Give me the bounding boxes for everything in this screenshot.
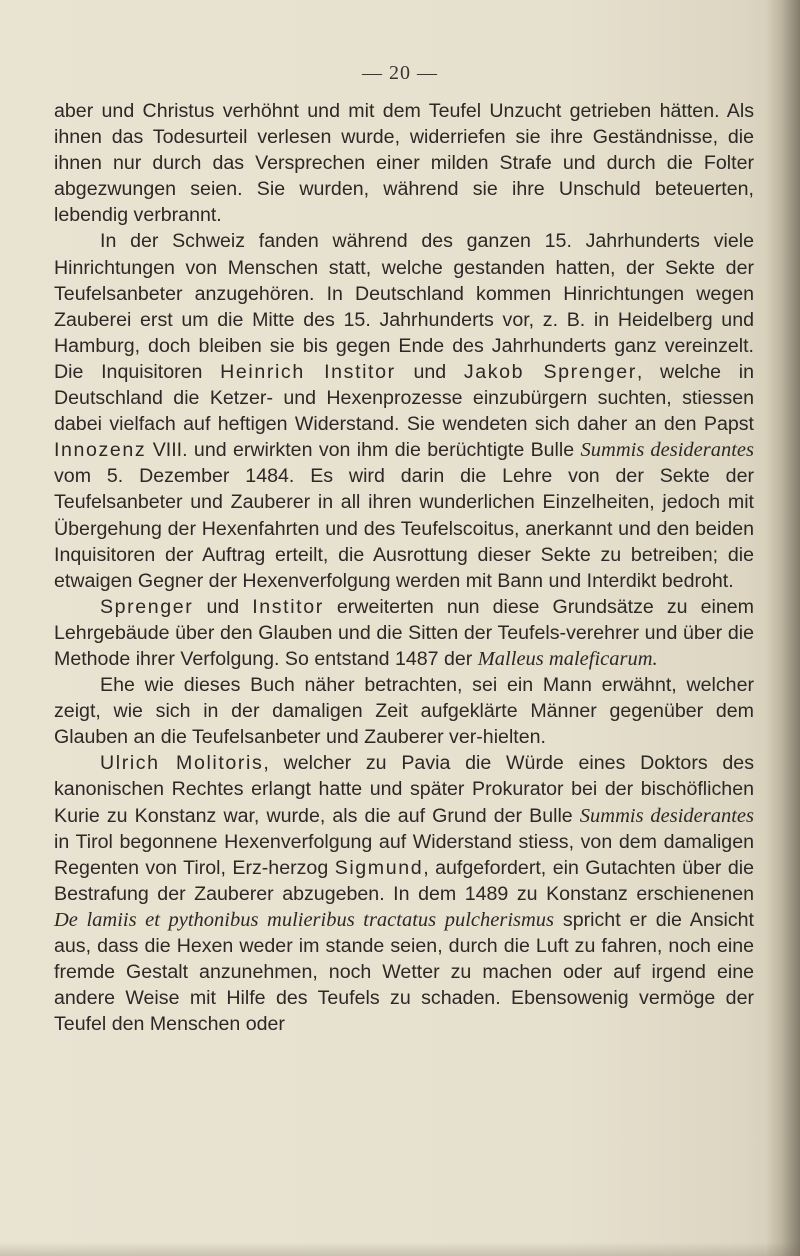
spaced-name: Heinrich Institor: [220, 360, 396, 383]
text-run: und: [193, 595, 253, 618]
spaced-name: Sigmund: [334, 856, 424, 879]
spaced-name: Jakob Sprenger: [463, 360, 637, 383]
body-text: [54, 98, 754, 1037]
text-run: in Tirol begonnene Hexenverfolgung auf Widerstand stiess, von dem damaligen Regenten von Tirol, Erz-herzog: [54, 830, 754, 879]
text-run: und: [395, 360, 464, 383]
italic-title: Summis desiderantes: [580, 439, 755, 462]
text-run: , aufgefordert, ein Gutachten über die Bestrafung der Zauberer abzugeben. In dem 1489 zu Konstanz erschienenen: [54, 856, 754, 905]
italic-title: Summis desiderantes: [579, 804, 754, 827]
text-run: VIII. und erwirkten von ihm die berüchtigte Bulle: [146, 439, 581, 462]
paragraph-4: [54, 672, 754, 750]
paragraph-2: [54, 228, 754, 593]
paragraph-3: [54, 594, 754, 672]
text-run: vom 5. Dezember 1484. Es wird darin die Lehre von der Sekte der Teufelsanbeter und Zauberer in all ihren wunderlichen Einzelheiten, jedoch mit Übergehung der Hexenfahrten und des Teufelscoitus, anerkannt und den beiden Inquisitoren der Auftrag erteilt, die Ausrottung dieser Sekte zu betreiben; die etwaigen Gegner der Hexenverfolgung werden mit Bann und Interdikt bedroht.: [54, 465, 754, 592]
spaced-name: Innozenz: [54, 439, 147, 462]
text-run: Ehe wie dieses Buch näher betrachten, sei ein Mann erwähnt, welcher zeigt, wie sich in der damaligen Zeit aufgeklärte Männer gegenüber dem Glauben an die Teufelsanbeter und Zauberer ver-hielten.: [54, 674, 754, 749]
spaced-name: Institor: [252, 595, 324, 618]
text-run: , welcher zu Pavia die Würde eines Doktors des kanonischen Rechtes erlangt hatte und später Prokurator bei der bischöflichen Kurie zu Konstanz war, wurde, als die auf Grund der Bulle: [54, 752, 755, 827]
italic-title: De lamiis et pythonibus mulieribus tractatus pulcherismus: [54, 908, 555, 931]
text-run: erweiterten nun diese Grundsätze zu einem Lehrgebäude über den Glauben und die Sitten der Teufels-verehrer und über die Methode ihrer Verfolgung. So entstand 1487 der: [54, 595, 754, 670]
italic-title: Malleus maleficarum.: [477, 647, 658, 670]
text-run: spricht er die Ansicht aus, dass die Hexen weder im stande seien, durch die Luft zu fahren, noch eine fremde Gestalt anzunehmen, noch Wetter zu machen oder auf irgend eine andere Weise mit Hilfe des Teufels zu schaden. Ebensowenig vermöge der Teufel den Menschen oder: [54, 908, 754, 1036]
paragraph-5: [54, 750, 754, 1037]
spaced-name: Ulrich Molitoris: [100, 752, 264, 775]
page-bottom-shadow: [0, 1242, 800, 1256]
page-edge-shadow: [766, 0, 800, 1256]
text-run: aber und Christus verhöhnt und mit dem Teufel Unzucht getrieben hätten. Als ihnen das Todesurteil verlesen wurde, widerriefen sie ihre Geständnisse, die ihnen nur durch das Versprechen einer milden Strafe und durch die Folter abgezwungen seien. Sie wurden, während sie ihre Unschuld beteuerten, lebendig verbrannt.: [54, 100, 754, 227]
spaced-name: Sprenger: [100, 595, 194, 618]
paragraph-1: [54, 98, 754, 228]
text-run: , welche in Deutschland die Ketzer- und Hexenprozesse einzubürgern suchten, stiessen dabei vielfach auf heftigen Widerstand. Sie wendeten sich daher an den Papst: [54, 360, 754, 436]
text-run: In der Schweiz fanden während des ganzen 15. Jahrhunderts viele Hinrichtungen von Menschen statt, welche gestanden hatten, der Sekte der Teufelsanbeter anzugehören. In Deutschland kommen Hinrichtungen wegen Zauberei erst um die Mitte des 15. Jahrhunderts vor, z. B. in Heidelberg und Hamburg, doch bleiben sie bis gegen Ende des Jahrhunderts ganz vereinzelt. Die Inquisitoren: [54, 230, 754, 383]
page-number: — 20 —: [362, 62, 438, 84]
